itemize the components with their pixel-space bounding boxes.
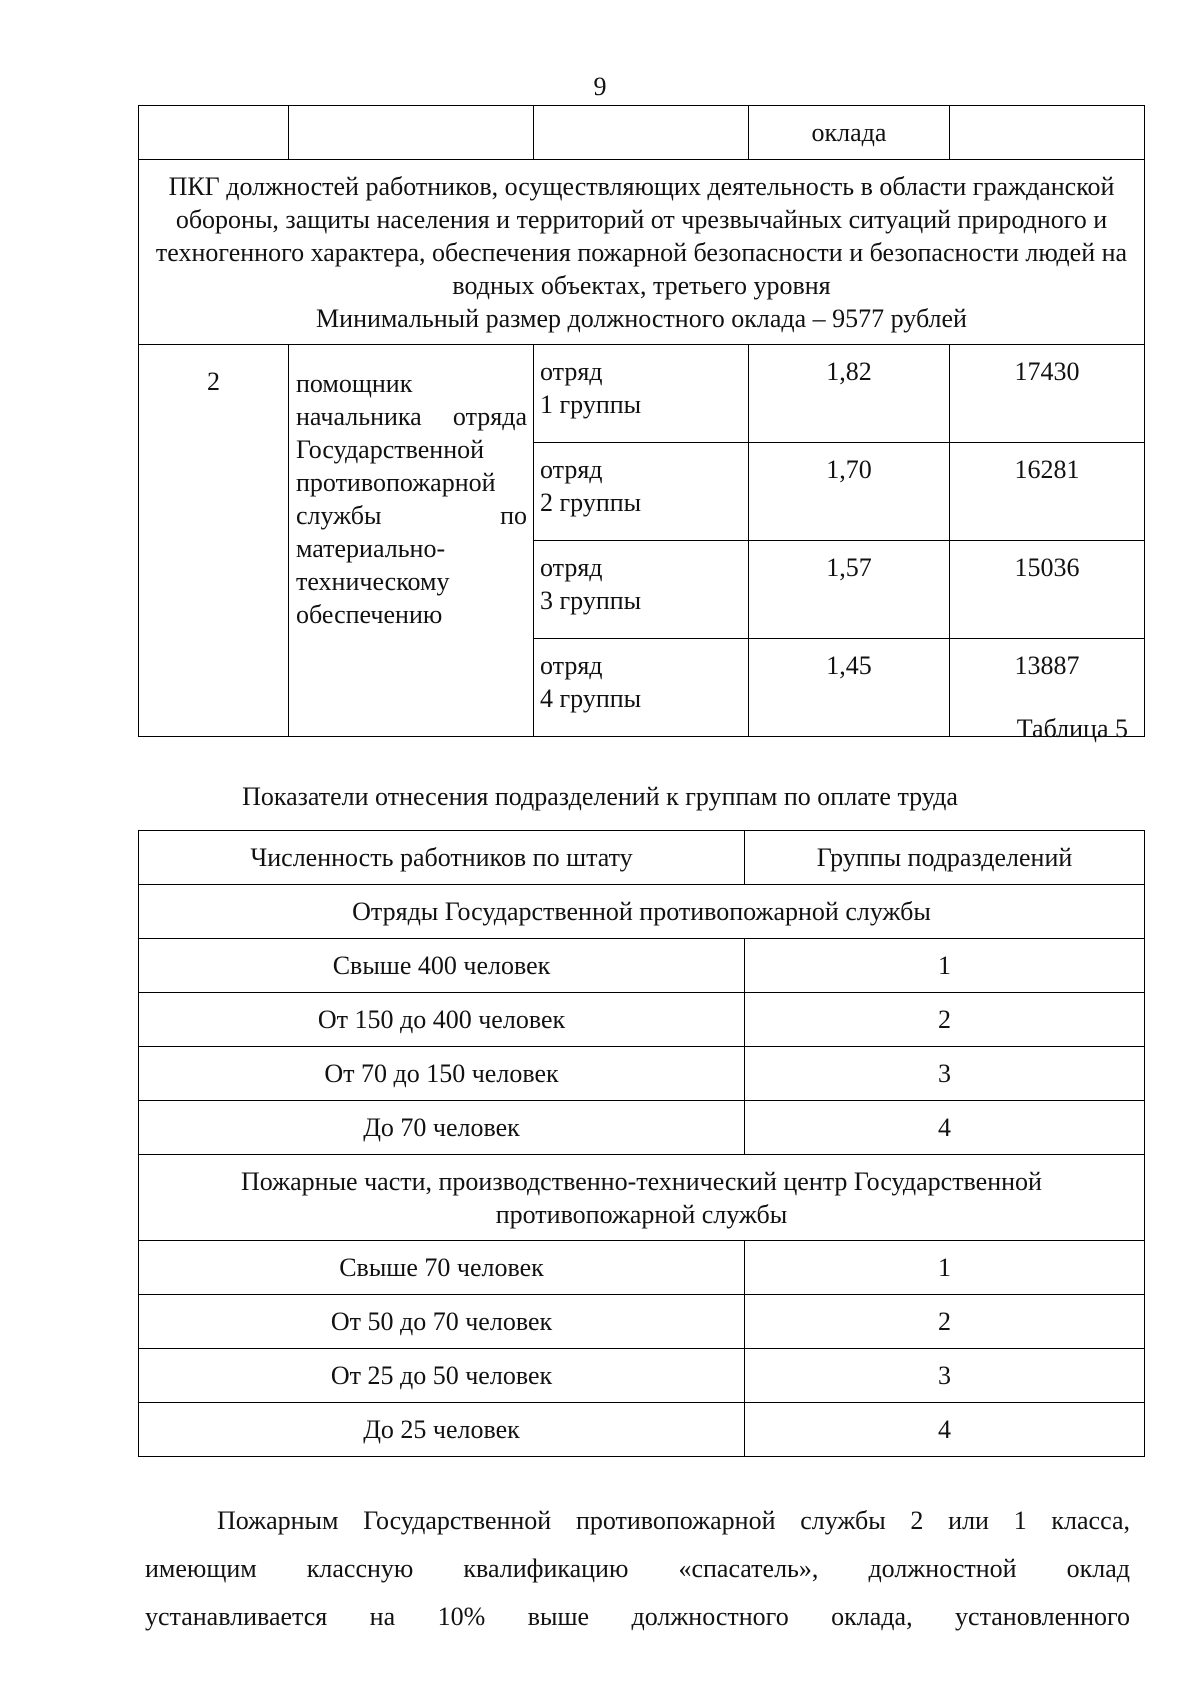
section-title: ПКГ должностей работников, осуществляющих деятельность в области гражданской обороны, защиты населения и территорий от чрезвычайных ситуаций природного и техногенного характера, обеспечения пожарной безопасности и безопасности людей на водных объектах, третьего уровня — [155, 171, 1128, 300]
table-label: Таблица 5 — [1016, 714, 1128, 743]
group-criteria-table — [138, 830, 1145, 1457]
table-row — [139, 160, 1145, 345]
table-row — [139, 1155, 1145, 1241]
table-cell: оклада — [749, 106, 950, 160]
salary-cell: 17430 — [950, 345, 1145, 443]
staff-count-cell: От 25 до 50 человек — [139, 1349, 745, 1403]
group-cell: 3 — [745, 1047, 1145, 1101]
section-header: Отряды Государственной противопожарной службы — [139, 885, 1145, 939]
group-cell: 1 — [745, 1241, 1145, 1295]
position-name: помощник начальника отряда Государственной противопожарной службы по материально-техническому обеспечению — [289, 345, 534, 737]
row-number: 2 — [139, 345, 289, 737]
unit-group-cell: отряд 2 группы — [534, 443, 749, 541]
coefficient-cell: 1,57 — [749, 541, 950, 639]
page-number: 9 — [593, 72, 607, 101]
staff-count-cell: До 25 человек — [139, 1403, 745, 1457]
table-title: Показатели отнесения подразделений к группам по оплате труда — [242, 782, 958, 811]
paragraph-line: Пожарным Государственной противопожарной службы 2 или 1 класса, — [217, 1506, 1130, 1535]
section-cell — [139, 160, 1145, 345]
salary-cell: 16281 — [950, 443, 1145, 541]
table-row — [139, 885, 1145, 939]
staff-count-cell: Свыше 70 человек — [139, 1241, 745, 1295]
table-row — [139, 1101, 1145, 1155]
staff-count-cell: От 70 до 150 человек — [139, 1047, 745, 1101]
column-header: Группы подразделений — [745, 831, 1145, 885]
section-min-salary: Минимальный размер должностного оклада – 9577 рублей — [316, 303, 967, 333]
table-row — [139, 1349, 1145, 1403]
table-cell — [534, 106, 749, 160]
table-cell — [289, 106, 534, 160]
coefficient-cell: 1,70 — [749, 443, 950, 541]
unit-group-cell: отряд 1 группы — [534, 345, 749, 443]
table-cell — [950, 106, 1145, 160]
coefficient-cell: 1,45 — [749, 639, 950, 737]
salary-table — [138, 105, 1145, 737]
table-row — [139, 106, 1145, 160]
group-cell: 2 — [745, 993, 1145, 1047]
group-cell: 4 — [745, 1403, 1145, 1457]
table-header-row — [139, 831, 1145, 885]
table-row — [139, 939, 1145, 993]
coefficient-cell: 1,82 — [749, 345, 950, 443]
table-row — [139, 993, 1145, 1047]
group-cell: 1 — [745, 939, 1145, 993]
staff-count-cell: От 50 до 70 человек — [139, 1295, 745, 1349]
unit-group-cell: отряд 3 группы — [534, 541, 749, 639]
body-paragraph — [145, 1497, 1130, 1641]
staff-count-cell: От 150 до 400 человек — [139, 993, 745, 1047]
table-row — [139, 1403, 1145, 1457]
table-row — [139, 1241, 1145, 1295]
paragraph-line: устанавливается на 10% выше должностного оклада, установленного — [145, 1602, 1130, 1631]
salary-cell: 15036 — [950, 541, 1145, 639]
group-cell: 4 — [745, 1101, 1145, 1155]
staff-count-cell: Свыше 400 человек — [139, 939, 745, 993]
paragraph-line: имеющим классную квалификацию «спасатель», должностной оклад — [145, 1554, 1130, 1583]
unit-group-cell: отряд 4 группы — [534, 639, 749, 737]
staff-count-cell: До 70 человек — [139, 1101, 745, 1155]
salary-cell: 13887 — [950, 639, 1145, 737]
column-header: Численность работников по штату — [139, 831, 745, 885]
table-cell — [139, 106, 289, 160]
table-row — [139, 1295, 1145, 1349]
section-header: Пожарные части, производственно-технический центр Государственной противопожарной службы — [139, 1155, 1145, 1241]
group-cell: 3 — [745, 1349, 1145, 1403]
group-cell: 2 — [745, 1295, 1145, 1349]
table-row — [139, 345, 1145, 443]
table-row — [139, 1047, 1145, 1101]
